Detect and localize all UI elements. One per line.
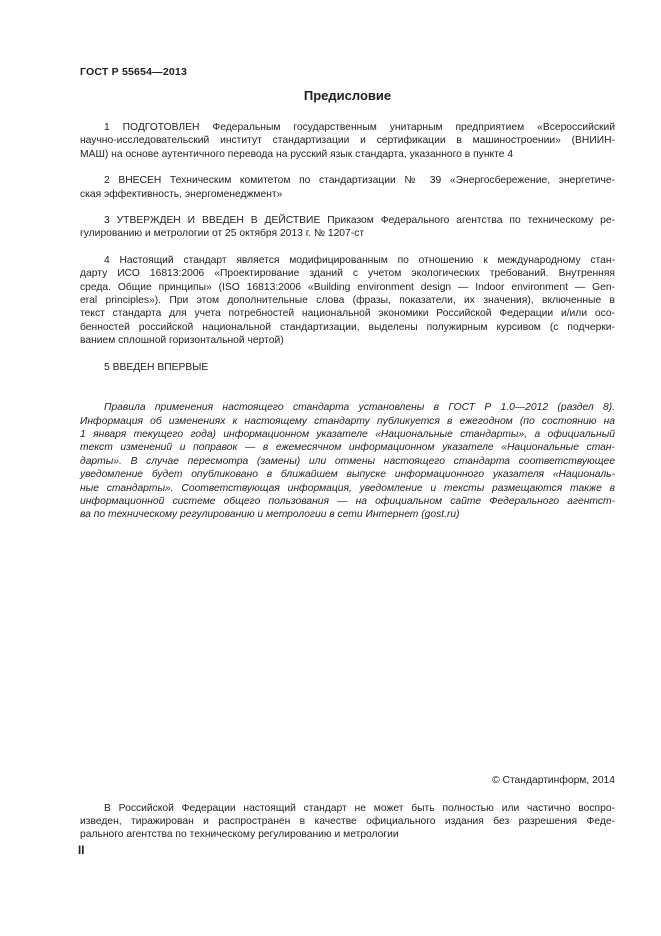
text-line: 1 ПОДГОТОВЛЕН Федеральным государственным унитарным предприятием «Всероссийский — [104, 122, 615, 133]
page-title: Предисловие — [303, 88, 392, 103]
reproduction-restriction — [80, 802, 615, 841]
clause-4-modified-from-iso — [80, 254, 615, 348]
text-line: ва по техническому регулированию и метрологии в сети Интернет (gost.ru) — [80, 509, 460, 521]
text-line: 5 ВВЕДЕН ВПЕРВЫЕ — [104, 361, 209, 373]
clause-1-prepared — [80, 121, 615, 161]
text-line: дарты». В случае пересмотра (замены) или отмены настоящего стандарта соответствующее — [80, 455, 615, 467]
text-line: Информация об изменениях к настоящему стандарту публикуется в ежегодном (по состоянию на — [80, 415, 615, 427]
text-line: дарту ИСО 16813:2006 «Проектирование зданий с учетом экологических требований. Внутренняя — [80, 268, 615, 280]
text-line: информационной системе общего пользования — на официальном сайте Федерального агентст- — [80, 495, 615, 507]
text-line: ванием сплошной горизонтальной чертой) — [80, 335, 284, 347]
text-line: гулированию и метрологии от 25 октября 2013 г. № 1207-ст — [80, 228, 365, 240]
text-line: 1 января текущего года) информационном указателе «Национальные стандарты», а официальный — [80, 428, 615, 440]
text-line: 4 Настоящий стандарт является модифицированным по отношению к международному стан- — [104, 254, 615, 266]
text-line: научно-исследовательский институт стандартизации и сертификации в машиностроении» (ВНИИН- — [80, 135, 615, 147]
text-line: МАШ) на основе аутентичного перевода на русский язык стандарта, указанного в пункте 4 — [80, 148, 514, 160]
text-line: В Российской Федерации настоящий стандарт не может быть полностью или частично воспро- — [104, 803, 615, 814]
text-line: 2 ВНЕСЕН Техническим комитетом по стандартизации № 39 «Энергосбережение, энергетиче- — [104, 175, 615, 187]
text-line: текст изменений и поправок — в ежемесячном информационном указателе «Национальные стан- — [80, 442, 615, 454]
application-rules-note — [80, 401, 615, 522]
text-line: уведомление будет опубликовано в ближайшем выпуске информационного указателя «Националь- — [80, 469, 615, 481]
page-body — [80, 66, 615, 522]
text-line: ская эффективность, энергоменеджмент» — [80, 188, 283, 200]
text-line: изведен, тиражирован и распространен в качестве официального издания без разрешения Феде- — [80, 816, 615, 827]
text-line: среда. Общие принципы» (ISO 16813:2006 «Building environment design — Indoor environment — Gen- — [80, 281, 615, 293]
text-line: Правила применения настоящего стандарта установлены в ГОСТ Р 1.0—2012 (раздел 8). — [104, 402, 615, 414]
text-line: рального агентства по техническому регулированию и метрологии — [80, 829, 399, 840]
clause-5-first-edition — [80, 361, 615, 374]
copyright-notice: © Стандартинформ, 2014 — [492, 775, 615, 786]
text-line: eral principles»). При этом дополнительные слова (фразы, показатели, их значения), включенные в — [80, 295, 615, 307]
standard-code: ГОСТ Р 55654—2013 — [80, 66, 188, 78]
clause-2-submitted — [80, 174, 615, 201]
text-line: 3 УТВЕРЖДЕН И ВВЕДЕН В ДЕЙСТВИЕ Приказом Федерального агентства по техническому ре- — [104, 215, 615, 227]
text-line: текст стандарта для учета потребностей национальной экономики Российской Федерации и/или осо- — [80, 308, 615, 320]
clause-3-approved — [80, 214, 615, 241]
page-number: II — [78, 845, 85, 857]
text-line: ные стандарты». Соответствующая информация, уведомление и тексты размещаются также в — [80, 482, 615, 494]
text-line: бенностей российской национальной стандартизации, выделены полужирным курсивом (с подчерки- — [80, 321, 615, 333]
